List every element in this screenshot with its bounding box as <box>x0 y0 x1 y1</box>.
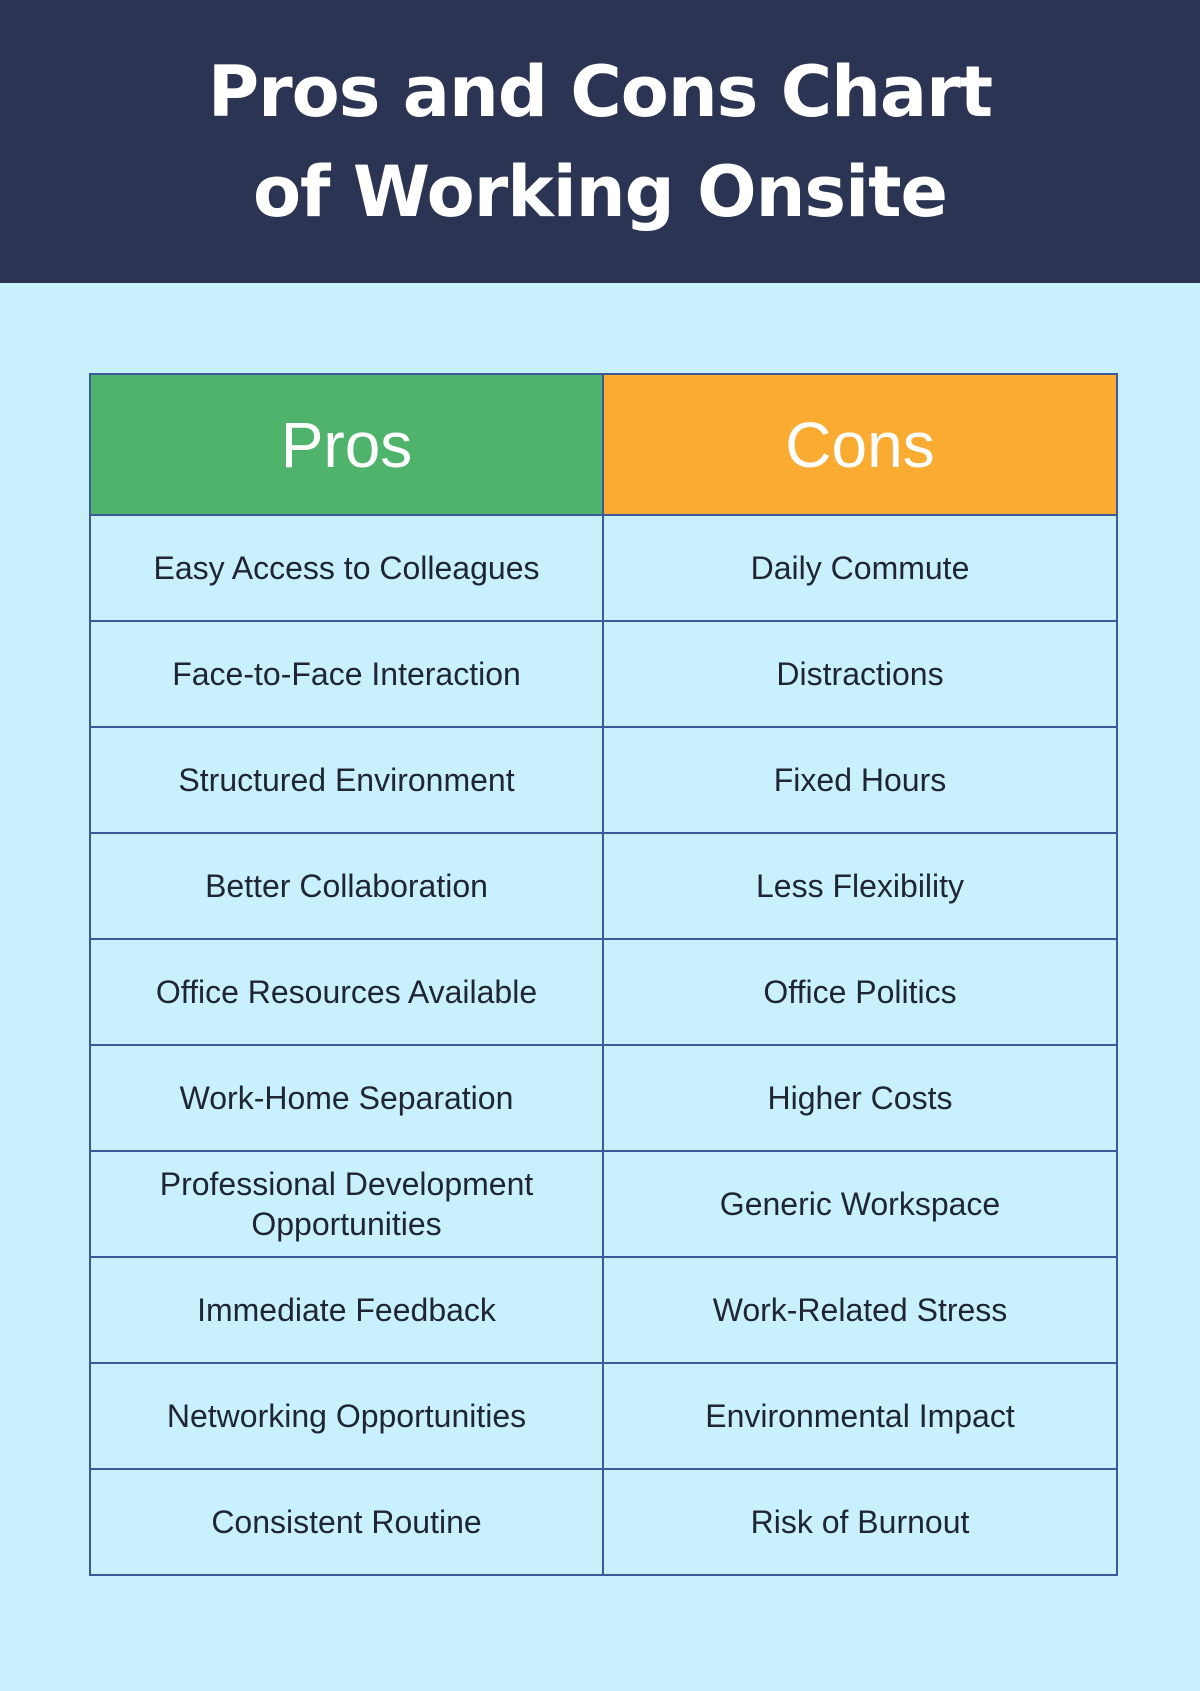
con-cell: Risk of Burnout <box>603 1469 1117 1575</box>
pros-cons-table <box>89 373 1118 1576</box>
pro-cell: Networking Opportunities <box>90 1363 603 1469</box>
pro-cell: Office Resources Available <box>90 939 603 1045</box>
con-cell: Less Flexibility <box>603 833 1117 939</box>
pro-cell: Work-Home Separation <box>90 1045 603 1151</box>
con-cell: Daily Commute <box>603 515 1117 621</box>
pros-column-header: Pros <box>90 374 603 515</box>
con-cell: Office Politics <box>603 939 1117 1045</box>
con-cell: Distractions <box>603 621 1117 727</box>
table-row <box>90 621 1117 727</box>
pro-cell: Immediate Feedback <box>90 1257 603 1363</box>
pro-cell: Better Collaboration <box>90 833 603 939</box>
title-banner <box>0 0 1200 283</box>
page-title-line-1: Pros and Cons Chart <box>207 50 993 133</box>
con-cell: Environmental Impact <box>603 1363 1117 1469</box>
table-row <box>90 1045 1117 1151</box>
table-row <box>90 515 1117 621</box>
table-row <box>90 833 1117 939</box>
pro-cell: Consistent Routine <box>90 1469 603 1575</box>
pro-cell: Face-to-Face Interaction <box>90 621 603 727</box>
table-row <box>90 1363 1117 1469</box>
table-header-row <box>90 374 1117 515</box>
cons-column-header: Cons <box>603 374 1117 515</box>
pro-cell: Easy Access to Colleagues <box>90 515 603 621</box>
table-row <box>90 1257 1117 1363</box>
table-row <box>90 1151 1117 1257</box>
table-row <box>90 1469 1117 1575</box>
table-row <box>90 727 1117 833</box>
pro-cell: Structured Environment <box>90 727 603 833</box>
table-row <box>90 939 1117 1045</box>
con-cell: Generic Workspace <box>603 1151 1117 1257</box>
con-cell: Fixed Hours <box>603 727 1117 833</box>
con-cell: Work-Related Stress <box>603 1257 1117 1363</box>
pro-cell: Professional Development Opportunities <box>90 1151 603 1257</box>
page-title-line-2: of Working Onsite <box>252 150 948 233</box>
con-cell: Higher Costs <box>603 1045 1117 1151</box>
